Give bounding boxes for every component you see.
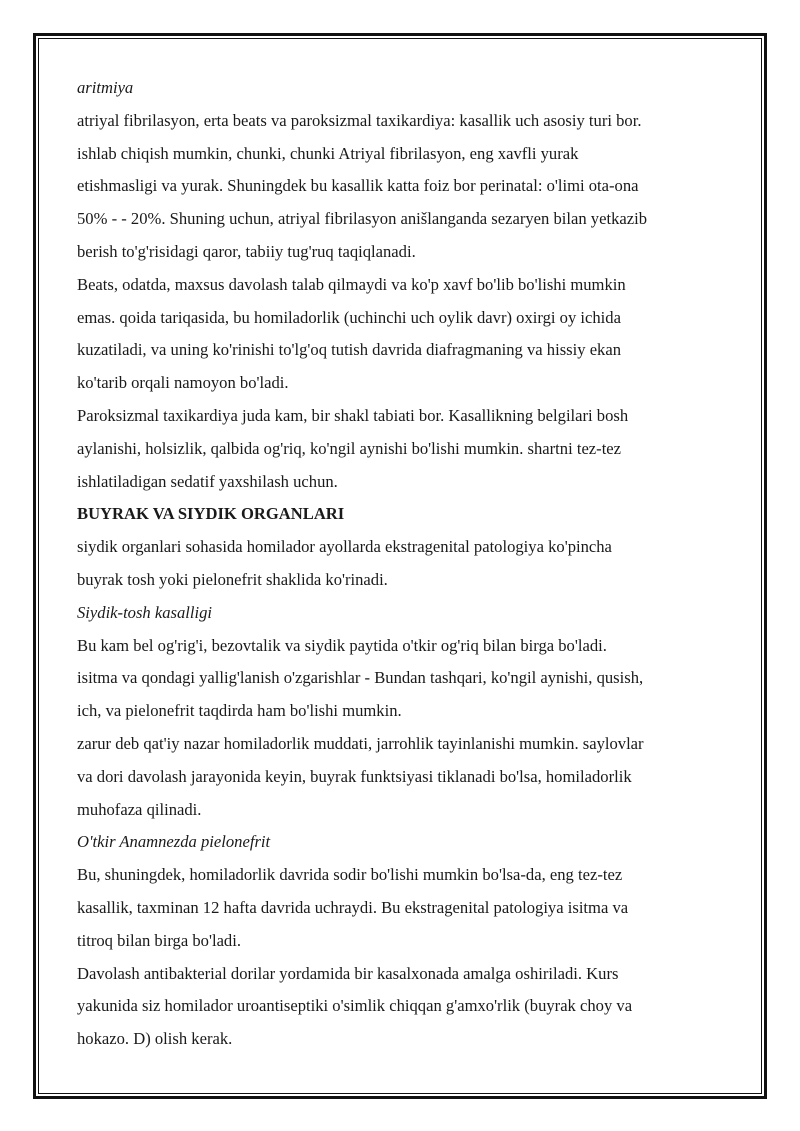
text-line: kuzatiladi, va uning ko'rinishi to'lg'oq tutish davrida diafragmaning va hissiy ekan bbox=[77, 340, 622, 360]
text-line: kasallik, taxminan 12 hafta davrida uchraydi. Bu ekstragenital patologiya isitma va bbox=[77, 897, 629, 917]
text-line: emas. qoida tariqasida, bu homiladorlik (uchinchi uch oylik davr) oxirgi oy ichida bbox=[77, 307, 621, 327]
text-line: Beats, odatda, maxsus davolash talab qilmaydi va ko'p xavf bo'lib bo'lishi mumkin bbox=[77, 274, 626, 294]
text-line: muhofaza qilinadi. bbox=[77, 799, 202, 819]
text-line: va dori davolash jarayonida keyin, buyrak funktsiyasi tiklanadi bo'lsa, homiladorlik bbox=[77, 766, 632, 786]
text-line: zarur deb qat'iy nazar homiladorlik muddati, jarrohlik tayinlanishi mumkin. saylovlar bbox=[77, 733, 644, 753]
section-heading-buyrak: BUYRAK VA SIYDIK ORGANLARI bbox=[77, 504, 345, 524]
text-line: ishlab chiqish mumkin, chunki, chunki Atriyal fibrilasyon, eng xavfli yurak bbox=[77, 143, 579, 163]
text-line: buyrak tosh yoki pielonefrit shaklida ko'rinadi. bbox=[77, 569, 388, 589]
text-line: berish to'g'risidagi qaror, tabiiy tug'ruq taqiqlanadi. bbox=[77, 241, 416, 261]
text-line: yakunida siz homilador uroantiseptiki o'simlik chiqqan g'amxo'rlik (buyrak choy va bbox=[77, 996, 633, 1016]
text-line: siydik organlari sohasida homilador ayollarda ekstragenital patologiya ko'pincha bbox=[77, 537, 612, 557]
text-line: Davolash antibakterial dorilar yordamida bir kasalxonada amalga oshiriladi. Kurs bbox=[77, 963, 619, 983]
text-line: Bu, shuningdek, homiladorlik davrida sodir bo'lishi mumkin bo'lsa-da, eng tez-tez bbox=[77, 865, 623, 885]
subheading-siydik-tosh: Siydik-tosh kasalligi bbox=[77, 602, 213, 622]
text-line: Paroksizmal taxikardiya juda kam, bir shakl tabiati bor. Kasallikning belgilari bosh bbox=[77, 405, 629, 425]
text-line: etishmasligi va yurak. Shuningdek bu kasallik katta foiz bor perinatal: o'limi ota-ona bbox=[77, 176, 639, 196]
text-line: ich, va pielonefrit taqdirda ham bo'lishi mumkin. bbox=[77, 701, 402, 721]
text-line: ko'tarib orqali namoyon bo'ladi. bbox=[77, 373, 289, 393]
subheading-pielonefrit: O'tkir Anamnezda pielonefrit bbox=[77, 832, 271, 852]
text-line: isitma va qondagi yallig'lanish o'zgarishlar - Bundan tashqari, ko'ngil aynishi, qusish, bbox=[77, 668, 644, 688]
text-line: hokazo. D) olish kerak. bbox=[77, 1029, 233, 1049]
text-line: atriyal fibrilasyon, erta beats va paroksizmal taxikardiya: kasallik uch asosiy turi bor. bbox=[77, 110, 642, 130]
text-line: aylanishi, holsizlik, qalbida og'riq, ko'ngil aynishi bo'lishi mumkin. shartni tez-tez bbox=[77, 438, 622, 458]
text-line: 50% - - 20%. Shuning uchun, atriyal fibrilasyon anišlanganda sezaryen bilan yetkazib bbox=[77, 209, 648, 229]
subheading-aritmiya: aritmiya bbox=[77, 78, 134, 97]
text-line: ishlatiladigan sedatif yaxshilash uchun. bbox=[77, 471, 338, 491]
document-body bbox=[77, 72, 737, 1056]
text-line: Bu kam bel og'rig'i, bezovtalik va siydik paytida o'tkir og'riq bilan birga bo'ladi. bbox=[77, 635, 607, 655]
text-line: titroq bilan birga bo'ladi. bbox=[77, 930, 241, 950]
